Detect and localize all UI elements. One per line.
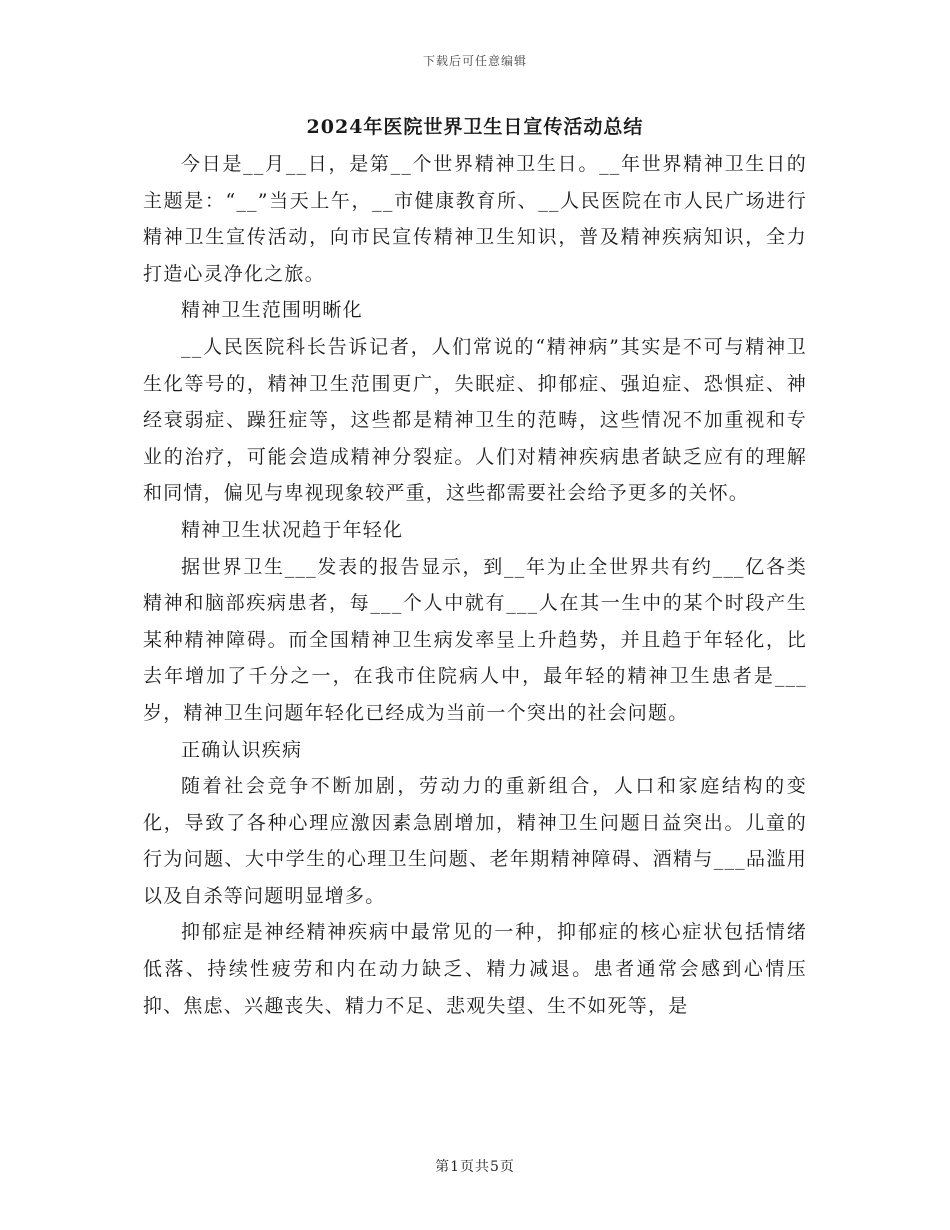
paragraph-depression: 抑郁症是神经精神疾病中最常见的一种，抑郁症的核心症状包括情绪低落、持续性疲劳和内在动力缺乏、精力减退。患者通常会感到心情压抑、焦虑、兴趣丧失、精力不足、悲观失望、生不如死等，是 xyxy=(143,921,807,1017)
paragraph-scope: __人民医院科长告诉记者，人们常说的“精神病”其实是不可与精神卫生化等号的，精神卫生范围更广，失眠症、抑郁症、强迫症、恐惧症、神经衰弱症、躁狂症等，这些都是精神卫生的范畴，这些情况不加重视和专业的治疗，可能会造成精神分裂症。人们对精神疾病患者缺乏应有的理解和同情，偏见与卑视现象较严重，这些都需要社会给予更多的关怀。 xyxy=(143,335,807,505)
section-heading-awareness: 正确认识疾病 xyxy=(181,738,303,761)
section-heading-scope: 精神卫生范围明晰化 xyxy=(181,299,363,322)
section-heading-youth: 精神卫生状况趋于年轻化 xyxy=(181,518,404,541)
paragraph-intro: 今日是__月__日，是第__个世界精神卫生日。__年世界精神卫生日的主题是：“__”当天上午，__市健康教育所、__人民医院在市人民广场进行精神卫生宣传活动，向市民宣传精神卫生知识，普及精神疾病知识，全力打造心灵净化之旅。 xyxy=(143,153,807,285)
page-header-note: 下载后可任意编辑 xyxy=(422,54,527,68)
paragraph-youth: 据世界卫生___发表的报告显示，到__年为止全世界共有约___亿各类精神和脑部疾病患者，每___个人中就有___人在其一生中的某个时段产生某种精神障碍。而全国精神卫生病发率呈上升趋势，并且趋于年轻化，比去年增加了千分之一，在我市住院病人中，最年轻的精神卫生患者是___岁，精神卫生问题年轻化已经成为当前一个突出的社会问题。 xyxy=(143,555,807,724)
paragraph-awareness: 随着社会竞争不断加剧，劳动力的重新组合，人口和家庭结构的变化，导致了各种心理应激因素急剧增加，精神卫生问题日益突出。儿童的行为问题、大中学生的心理卫生问题、老年期精神障碍、酒精与___品滥用以及自杀等问题明显增多。 xyxy=(143,775,807,907)
page-number: 第1页共5页 xyxy=(435,1159,515,1175)
document-body xyxy=(143,146,807,1024)
document-title: 2024年医院世界卫生日宣传活动总结 xyxy=(306,116,644,138)
